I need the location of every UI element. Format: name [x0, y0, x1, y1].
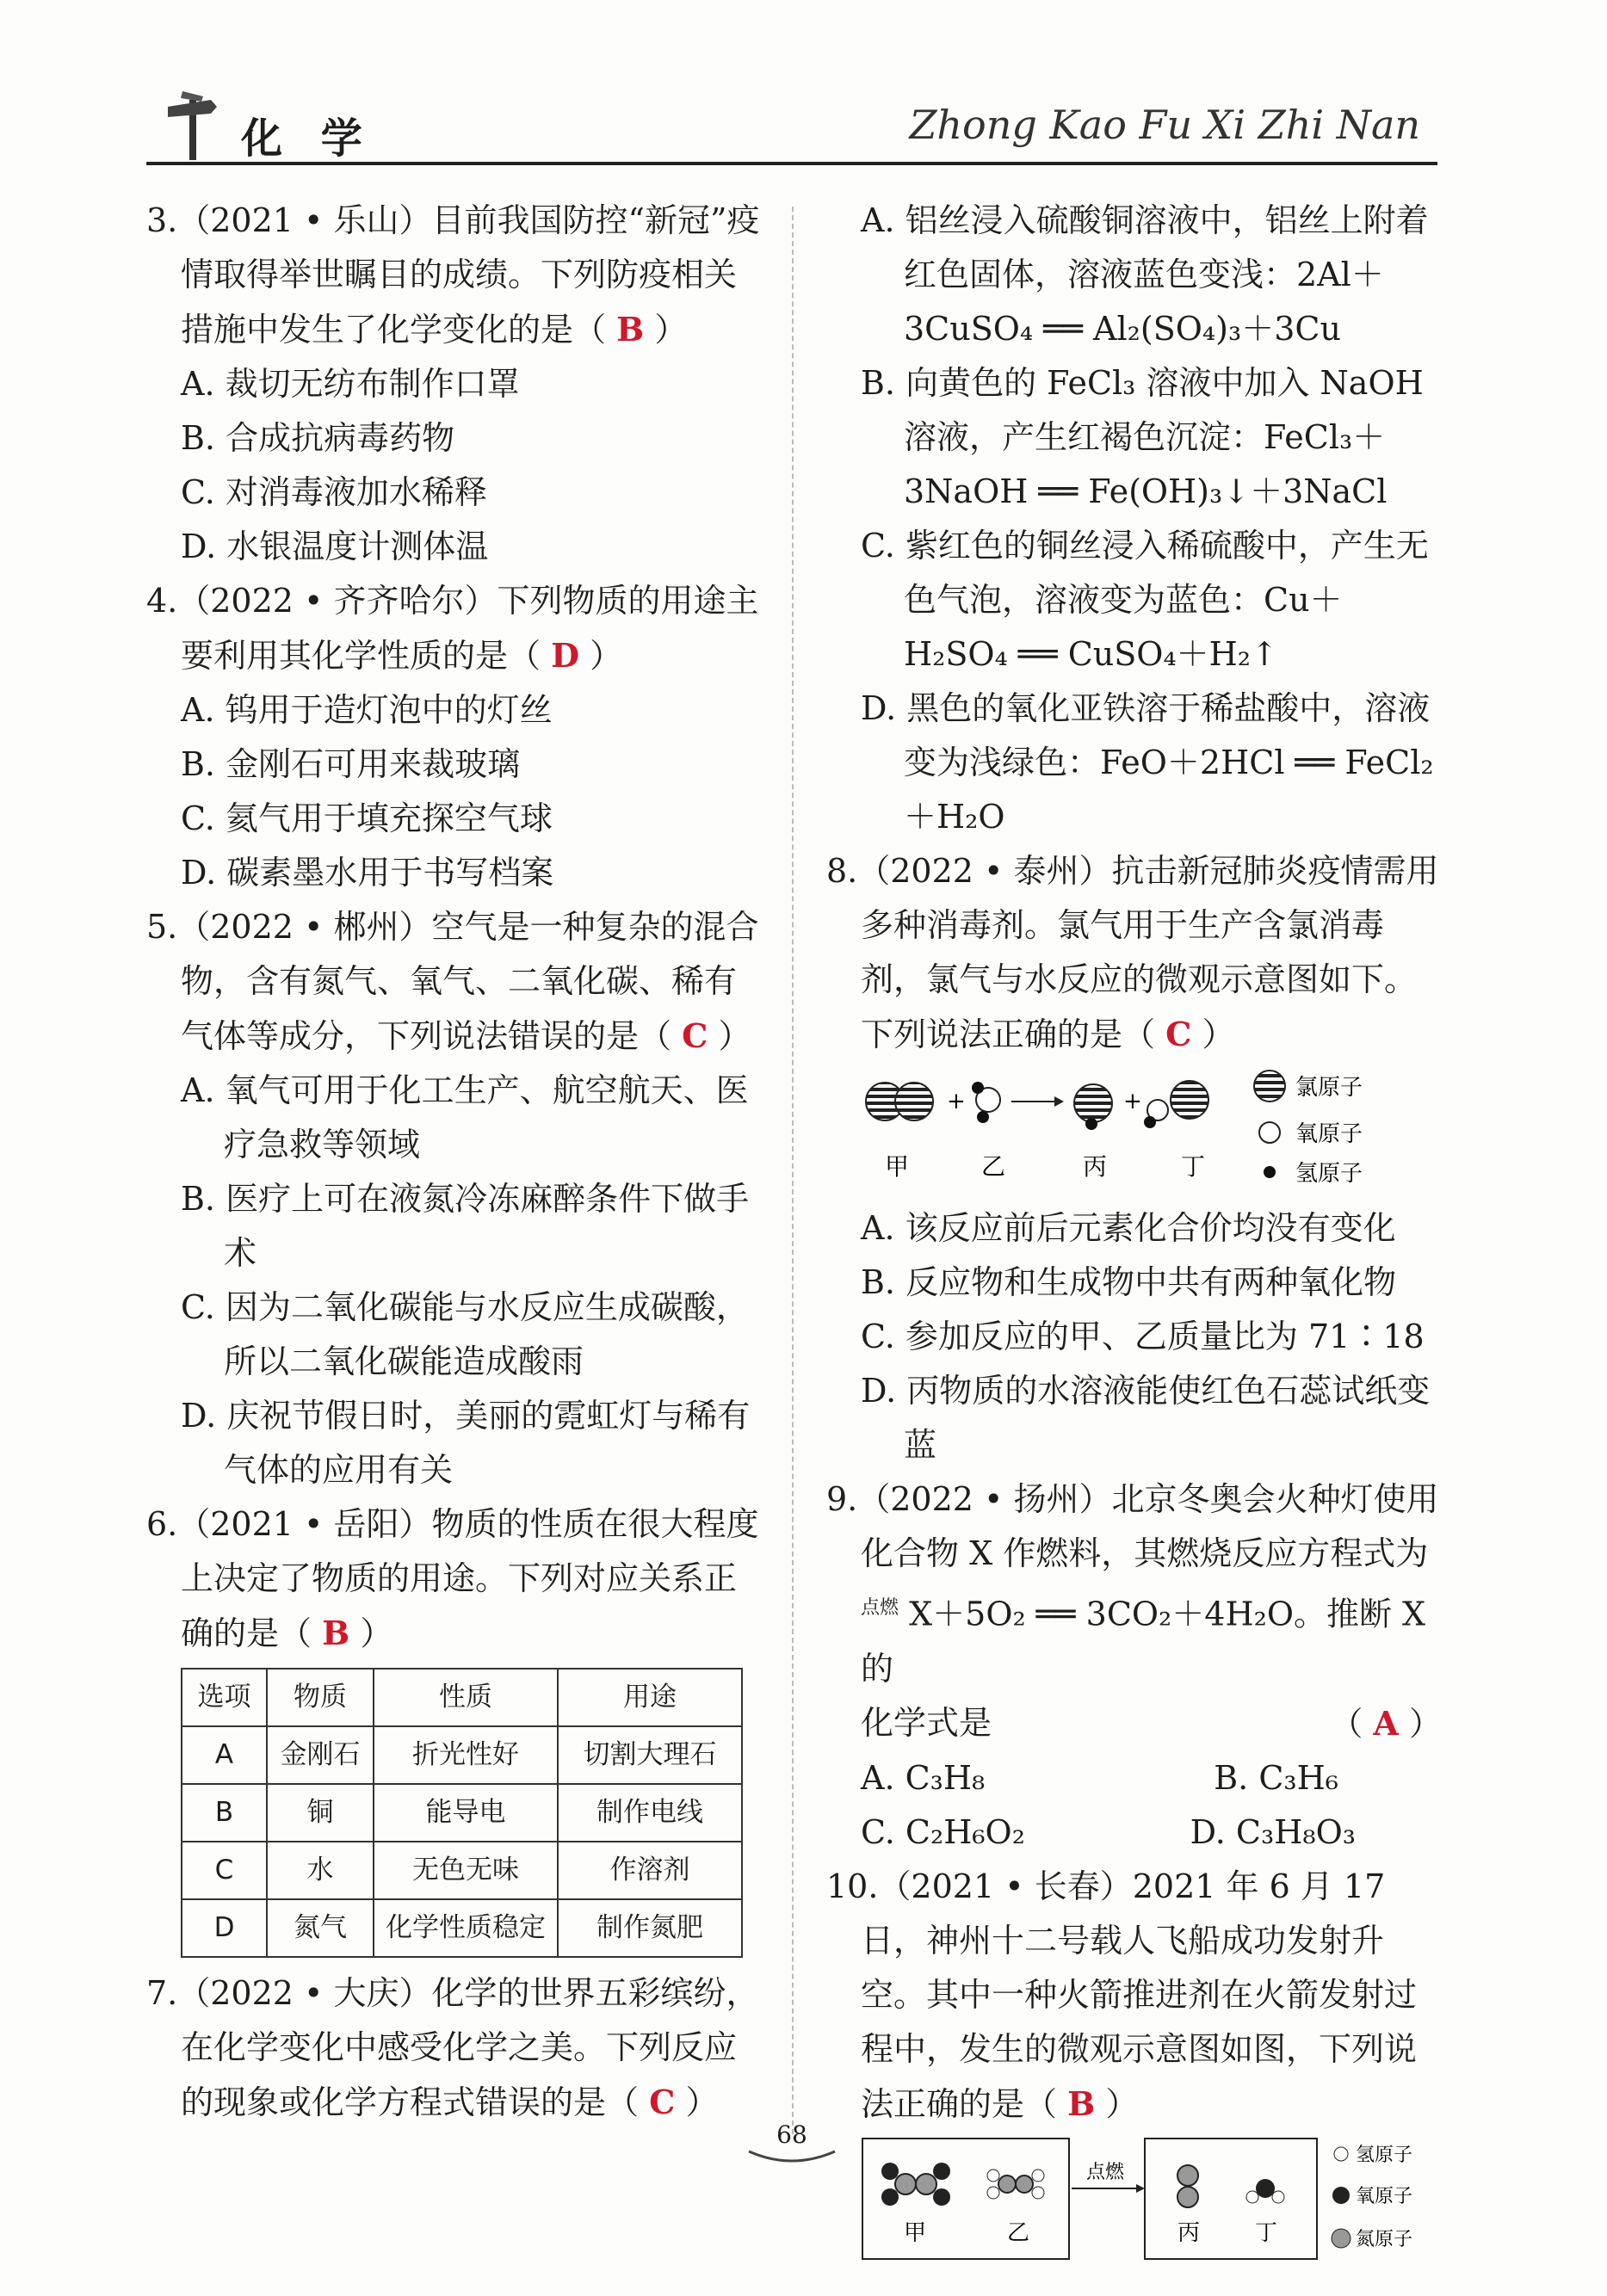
chlorine-water-reaction-diagram: [861, 1067, 1429, 1196]
reaction-condition: 点燃: [861, 1597, 899, 1619]
option: A. 该反应前后元素化合价均没有变化: [861, 1209, 1396, 1247]
table-cell: 化学性质稳定: [374, 1899, 558, 1957]
left-column: [146, 194, 766, 2130]
table-cell: 铜: [267, 1784, 374, 1842]
option: B. 反应物和生成物中共有两种氧化物: [861, 1263, 1397, 1301]
question-stem: 5.（2022 • 郴州）空气是一种复杂的混合物，含有氮气、氧气、二氧化碳、稀有气体等成分，下列说法错误的是（ C ）: [146, 908, 759, 1055]
molecule-jia: [866, 1083, 933, 1120]
molecule-bing: [1074, 1084, 1112, 1130]
question-stem-end: 化学式是 （ A ）: [861, 1703, 1442, 1743]
table-cell: 制作电线: [558, 1784, 742, 1842]
table-cell: 水: [267, 1842, 374, 1899]
label-bing: 丙: [1177, 2219, 1201, 2246]
answer: B: [1067, 2083, 1096, 2123]
hydrogen-atom-legend-icon: [1264, 1166, 1276, 1178]
question-6: [146, 1497, 766, 1958]
option: B. 医疗上可在液氮冷冻麻醉条件下做手术: [181, 1180, 750, 1272]
option: B. 合成抗病毒药物: [181, 419, 455, 457]
page-number: 68: [776, 2120, 807, 2149]
table-cell: 氮气: [267, 1899, 374, 1957]
answer: A: [1373, 1703, 1399, 1743]
table-header: 选项: [182, 1669, 267, 1726]
rocket-propellant-reaction-diagram: [861, 2137, 1446, 2266]
table-row: [182, 1726, 742, 1784]
question-9: [826, 1472, 1442, 1860]
table-cell: 无色无味: [374, 1842, 558, 1899]
option: D. 水银温度计测体温: [181, 528, 489, 565]
table-row: [182, 1784, 742, 1842]
question-10: [826, 1860, 1442, 2266]
molecule-bing: [1177, 2165, 1198, 2207]
answer: C: [1165, 1015, 1192, 1053]
question-5: [146, 900, 766, 1497]
page-footer: [740, 2117, 844, 2169]
option: C. 因为二氧化碳能与水反应生成碳酸，所以二氧化碳能造成酸雨: [181, 1288, 749, 1380]
table-header-row: [182, 1669, 742, 1726]
page-header: [146, 86, 1437, 165]
header-rule: [146, 162, 1437, 165]
molecule-ding: [1246, 2179, 1284, 2203]
answer: C: [649, 2083, 676, 2121]
legend-label: 氮原子: [1356, 2228, 1413, 2250]
label-ding: 丁: [1255, 2219, 1278, 2246]
subject-title: 化 学: [241, 114, 374, 163]
right-column: [826, 194, 1442, 2271]
question-7-options: [826, 194, 1442, 844]
option: C. 参加反应的甲、乙质量比为 71∶18: [861, 1318, 1425, 1355]
options-row: [826, 1751, 1442, 1805]
label-jia: 甲: [904, 2219, 927, 2246]
question-stem: 9.（2022 • 扬州）北京冬奥会火种灯使用化合物 X 作燃料，其燃烧反应方程式为: [826, 1480, 1439, 1572]
answer: B: [616, 310, 645, 349]
option: D. 黑色的氧化亚铁溶于稀盐酸中，溶液变为浅绿色：FeO＋2HCl ══ FeCl₂＋H₂O: [861, 689, 1434, 836]
hydrogen-atom-legend-icon: [1334, 2147, 1348, 2161]
molecule-jia: [881, 2163, 950, 2206]
option: A. 铝丝浸入硫酸铜溶液中，铝丝上附着红色固体，溶液蓝色变浅：2Al＋3CuSO₄ ══ Al₂(SO₄)₃＋3Cu: [861, 201, 1429, 348]
plus-sign: +: [947, 1089, 966, 1114]
molecule-ding: [1144, 1081, 1208, 1128]
answer: D: [551, 636, 580, 675]
nitrogen-atom-legend-icon: [1332, 2229, 1350, 2248]
table-header: 性质: [374, 1669, 558, 1726]
label-yi: 乙: [981, 1152, 1006, 1181]
oxygen-atom-legend-icon: [1332, 2187, 1350, 2204]
legend-label: 氢原子: [1356, 2144, 1413, 2166]
question-stem: 6.（2021 • 岳阳）物质的性质在很大程度上决定了物质的用途。下列对应关系正确的是（ B ）: [146, 1505, 759, 1652]
option: A. 裁切无纺布制作口罩: [181, 365, 520, 403]
table-header: 物质: [267, 1669, 374, 1726]
label-jia: 甲: [885, 1152, 910, 1181]
option: C. 紫红色的铜丝浸入稀硫酸中，产生无色气泡，溶液变为蓝色：Cu＋H₂SO₄ ══ CuSO₄＋H₂↑: [861, 527, 1429, 673]
legend-label: 氯原子: [1295, 1075, 1363, 1101]
molecule-yi: [987, 2169, 1044, 2199]
molecule-yi: [972, 1082, 1000, 1123]
product-box: [1145, 2139, 1317, 2259]
table-cell: 制作氮肥: [558, 1899, 742, 1957]
table-cell: C: [182, 1842, 267, 1899]
label-ding: 丁: [1181, 1152, 1206, 1181]
question-stem: 10.（2021 • 长春）2021 年 6 月 17 日，神州十二号载人飞船成功发射升空。其中一种火箭推进剂在火箭发射过程中，发生的微观示意图如图，下列说法正确的是（ B ）: [826, 1867, 1418, 2123]
question-4: [146, 574, 766, 900]
label-yi: 乙: [1007, 2219, 1030, 2246]
table-row: [182, 1842, 742, 1899]
option: B. 金刚石可用来裁玻璃: [181, 745, 521, 783]
table-cell: 金刚石: [267, 1726, 374, 1784]
series-title: Zhong Kao Fu Xi Zhi Nan: [909, 102, 1420, 148]
chlorine-atom-legend-icon: [1254, 1071, 1285, 1102]
option: D. 庆祝节假日时，美丽的霓虹灯与稀有气体的应用有关: [181, 1397, 751, 1489]
table-row: [182, 1899, 742, 1957]
reaction-condition: 点燃: [1086, 2161, 1125, 2183]
table-cell: A: [182, 1726, 267, 1784]
question-8: [826, 844, 1442, 1472]
legend-label: 氢原子: [1295, 1161, 1363, 1187]
option: A. 钨用于造灯泡中的灯丝: [181, 691, 553, 729]
question-stem: 3.（2021 • 乐山）目前我国防控“新冠”疫情取得举世瞩目的成绩。下列防疫相关措施中发生了化学变化的是（ B ）: [146, 201, 760, 349]
option: B. 向黄色的 FeCl₃ 溶液中加入 NaOH 溶液，产生红褐色沉淀：FeCl₃＋3NaOH ══ Fe(OH)₃↓＋3NaCl: [861, 364, 1424, 510]
signpost-logo-icon: [164, 91, 224, 160]
option: D. 碳素墨水用于书写档案: [181, 854, 554, 892]
table-cell: 作溶剂: [558, 1842, 742, 1899]
table-cell: D: [182, 1899, 267, 1957]
equation: $^{点燃}$ X＋5O₂ ══ 3CO₂＋4H₂O。推断 X 的: [861, 1595, 1426, 1688]
option: B. C₃H₆: [1214, 1758, 1338, 1797]
oxygen-atom-legend-icon: [1259, 1122, 1280, 1143]
table-header: 用途: [558, 1669, 742, 1726]
question-7: [146, 1966, 766, 2130]
table-cell: 切割大理石: [558, 1726, 742, 1784]
option: A. C₃H₈: [861, 1758, 986, 1797]
option: D. C₃H₈O₃: [1190, 1812, 1356, 1851]
plus-sign: +: [1123, 1089, 1142, 1114]
legend-label: 氧原子: [1295, 1121, 1363, 1147]
answer: C: [682, 1016, 708, 1055]
properties-table: [181, 1668, 743, 1958]
answer: B: [322, 1614, 350, 1652]
option: A. 氧气可用于化工生产、航空航天、医疗急救等领域: [181, 1071, 749, 1163]
table-cell: 折光性好: [374, 1726, 558, 1784]
question-stem: 4.（2022 • 齐齐哈尔）下列物质的用途主要利用其化学性质的是（ D ）: [146, 582, 759, 675]
options-row: [826, 1805, 1442, 1860]
option: D. 丙物质的水溶液能使红色石蕊试纸变蓝: [861, 1372, 1431, 1464]
option: C. 对消毒液加水稀释: [181, 473, 487, 511]
column-divider: [792, 207, 794, 2134]
table-cell: B: [182, 1784, 267, 1842]
label-bing: 丙: [1083, 1152, 1108, 1181]
legend-label: 氧原子: [1356, 2185, 1413, 2207]
question-3: [146, 194, 766, 574]
option: C. C₂H₆O₂: [861, 1812, 1025, 1851]
option: C. 氦气用于填充探空气球: [181, 799, 553, 837]
question-stem: 7.（2022 • 大庆）化学的世界五彩缤纷，在化学变化中感受化学之美。下列反应的现象或化学方程式错误的是（ C ）: [146, 1974, 759, 2121]
question-stem: 8.（2022 • 泰州）抗击新冠肺炎疫情需用多种消毒剂。氯气用于生产含氯消毒剂，氯气与水反应的微观示意图如下。下列说法正确的是（ C ）: [826, 852, 1439, 1053]
table-cell: 能导电: [374, 1784, 558, 1842]
